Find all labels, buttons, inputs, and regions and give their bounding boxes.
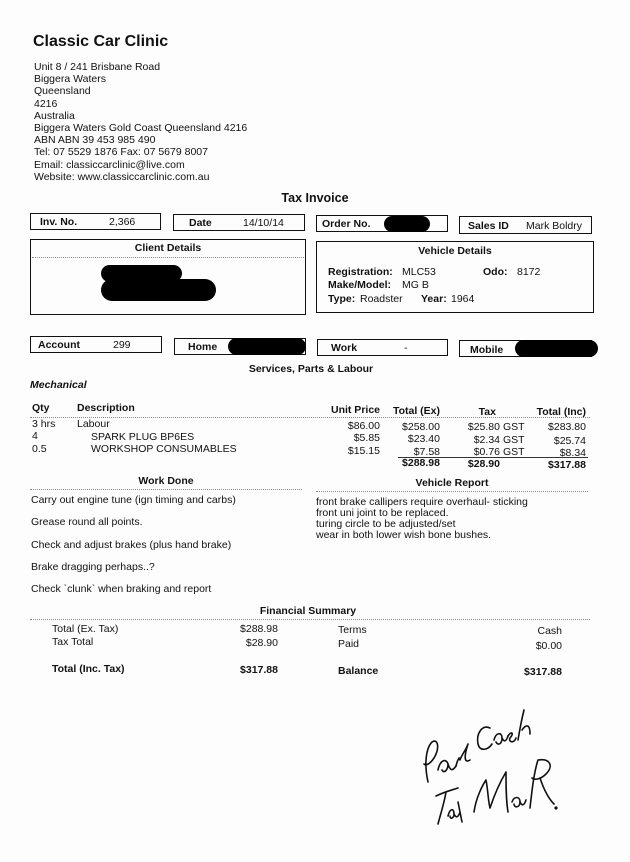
redaction <box>228 338 306 355</box>
description-cell: WORKSHOP CONSUMABLES <box>91 443 237 455</box>
category-label: Mechanical <box>30 379 87 391</box>
registration-label: Registration: <box>328 266 393 278</box>
financial-summary-title: Financial Summary <box>259 605 357 617</box>
redaction <box>384 216 430 232</box>
invoice-number-label: Inv. No. <box>40 216 78 228</box>
total-inc-cell: $8.34 <box>559 447 586 459</box>
divider <box>32 257 304 258</box>
year-label: Year: <box>421 293 447 305</box>
date-box <box>173 214 305 231</box>
abn-line: ABN ABN 39 453 985 490 <box>34 134 156 147</box>
qty-cell: 0.5 <box>32 443 47 455</box>
work-done-item: Check and adjust brakes (plus hand brake) <box>31 539 232 551</box>
divider <box>30 619 590 620</box>
tax-cell: $2.34 <box>473 434 500 446</box>
divider <box>316 491 588 492</box>
account-value: 299 <box>113 339 131 351</box>
balance-label: Balance <box>338 665 379 677</box>
business-name: Classic Car Clinic <box>33 33 169 50</box>
mobile-phone-label: Mobile <box>470 344 504 356</box>
qty-cell: 4 <box>32 430 38 442</box>
work-done-item: Brake dragging perhaps..? <box>31 561 155 573</box>
column-description: Description <box>77 402 135 414</box>
vehicle-report-line: front uni joint to be replaced. <box>316 507 449 519</box>
total-ex-cell: $7.58 <box>413 446 440 458</box>
vehicle-details-box <box>316 241 594 313</box>
unit-price-cell: $86.00 <box>347 420 380 432</box>
client-details-title: Client Details <box>134 242 202 254</box>
work-done-title: Work Done <box>138 475 194 487</box>
tax-code-cell: GST <box>503 421 525 433</box>
tax-code-cell: GST <box>503 446 525 458</box>
invoice-number-value: 2,366 <box>109 216 136 228</box>
redaction <box>515 340 598 357</box>
make-model-label: Make/Model: <box>328 279 392 291</box>
balance-value: $317.88 <box>524 666 562 678</box>
work-done-item: Grease round all points. <box>31 516 143 528</box>
paid-value: $0.00 <box>535 640 562 652</box>
work-phone-value: - <box>404 342 408 354</box>
vehicle-report-title: Vehicle Report <box>415 477 489 489</box>
subtotal-ex: $288.98 <box>402 457 440 469</box>
total-ex-tax-value: $288.98 <box>240 623 278 635</box>
total-inc-tax-label: Total (Inc. Tax) <box>52 663 125 675</box>
tax-code-cell: GST <box>503 434 525 446</box>
description-cell: Labour <box>77 418 110 430</box>
column-qty: Qty <box>32 402 50 414</box>
vehicle-report-line: wear in both lower wish bone bushes. <box>316 529 492 541</box>
total-ex-tax-label: Total (Ex. Tax) <box>52 623 119 635</box>
date-label: Date <box>189 217 212 229</box>
total-ex-cell: $258.00 <box>402 421 440 433</box>
vehicle-report-text <box>316 497 528 541</box>
redaction <box>101 279 216 301</box>
column-total-ex: Total (Ex) <box>392 405 440 417</box>
unit-price-cell: $5.85 <box>353 432 380 444</box>
address-line: 4216 <box>34 97 58 110</box>
phone-line: Tel: 07 5529 1876 Fax: 07 5679 8007 <box>34 146 208 159</box>
total-ex-cell: $23.40 <box>407 433 440 445</box>
work-phone-label: Work <box>331 342 358 354</box>
address-line: Biggera Waters <box>34 73 106 86</box>
subtotal-tax: $28.90 <box>467 458 500 470</box>
address-line: Australia <box>34 109 75 122</box>
terms-value: Cash <box>537 625 562 637</box>
vehicle-report-line: front brake callipers require overhaul- sticking <box>316 496 528 508</box>
date-value: 14/10/14 <box>243 217 284 229</box>
order-number-label: Order No. <box>322 218 371 230</box>
services-title: Services, Parts & Labour <box>248 363 374 375</box>
tax-cell: $0.76 <box>473 446 500 458</box>
work-done-item: Carry out engine tune (ign timing and carbs) <box>31 494 236 506</box>
document-title: Tax Invoice <box>281 191 349 205</box>
odo-value: 8172 <box>517 266 541 278</box>
account-box <box>30 336 162 353</box>
subtotal-inc: $317.88 <box>548 459 586 471</box>
description-cell: SPARK PLUG BP6ES <box>91 431 195 443</box>
total-inc-tax-value: $317.88 <box>240 664 278 676</box>
business-address <box>34 61 247 183</box>
address-line: Queensland <box>34 85 91 98</box>
odo-label: Odo: <box>483 266 508 278</box>
handwriting-mark <box>410 700 560 830</box>
sales-id-label: Sales ID <box>468 220 509 232</box>
terms-label: Terms <box>338 624 367 636</box>
total-inc-cell: $25.74 <box>553 435 586 447</box>
tax-total-value: $28.90 <box>245 637 278 649</box>
type-value: Roadster <box>360 293 403 305</box>
address-line: Unit 8 / 241 Brisbane Road <box>34 61 161 73</box>
invoice-number-box <box>30 213 161 230</box>
year-value: 1964 <box>451 293 475 305</box>
work-phone-box <box>317 339 448 356</box>
column-tax: Tax <box>478 406 496 418</box>
divider <box>30 489 302 490</box>
type-label: Type: <box>328 293 356 305</box>
qty-cell: 3 hrs <box>32 418 56 430</box>
sales-id-value: Mark Boldry <box>526 220 583 232</box>
sales-id-box <box>459 216 592 234</box>
total-inc-cell: $283.80 <box>548 421 586 433</box>
account-label: Account <box>38 339 80 351</box>
paid-label: Paid <box>338 638 360 650</box>
work-done-item: Check `clunk` when braking and report <box>31 583 212 595</box>
column-total-inc: Total (Inc) <box>536 406 586 418</box>
address-line: Biggera Waters Gold Coast Queensland 4216 <box>34 122 248 135</box>
make-model-value: MG B <box>402 279 429 291</box>
vehicle-report-line: turing circle to be adjusted/set <box>316 518 456 530</box>
column-unit-price: Unit Price <box>330 404 380 416</box>
website-line: Website: www.classiccarclinic.com.au <box>34 170 210 183</box>
divider <box>30 417 590 418</box>
tax-total-label: Tax Total <box>52 636 94 648</box>
home-phone-label: Home <box>188 341 218 353</box>
registration-value: MLC53 <box>402 266 436 278</box>
tax-cell: $25.80 <box>467 421 500 433</box>
unit-price-cell: $15.15 <box>347 445 380 457</box>
vehicle-details-title: Vehicle Details <box>418 245 492 257</box>
email-line: Email: classiccarclinic@live.com <box>34 158 185 171</box>
